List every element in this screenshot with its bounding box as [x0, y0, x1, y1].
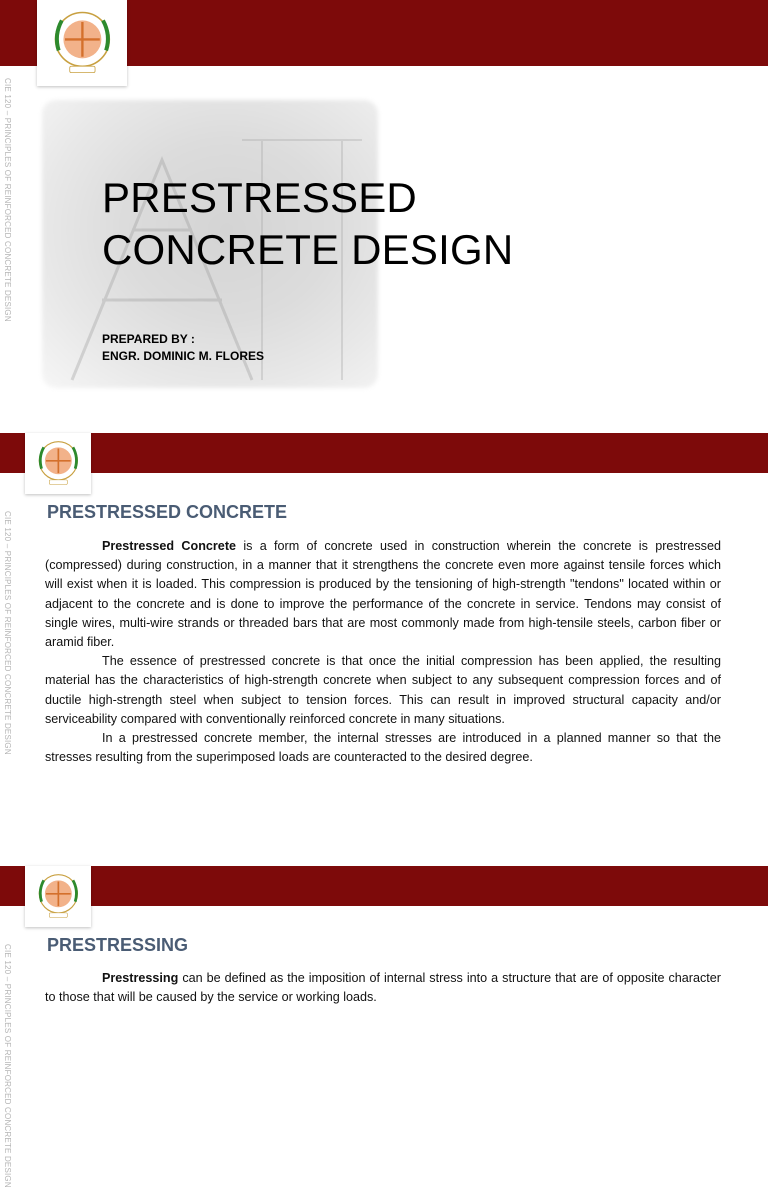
university-seal-icon: [41, 3, 124, 82]
title-line-1: PRESTRESSED: [102, 174, 417, 221]
course-side-label: CIE 120 – PRINCIPLES OF REINFORCED CONCRETE DESIGN: [3, 944, 12, 1188]
course-side-label: CIE 120 – PRINCIPLES OF REINFORCED CONCRETE DESIGN: [3, 511, 12, 755]
paragraph: In a prestressed concrete member, the internal stresses are introduced in a planned manner so that the stresses resulting from the superimposed loads are counteracted to the desired degree.: [45, 731, 721, 765]
university-seal-icon: [28, 868, 89, 924]
title-slide: [0, 0, 768, 420]
term-bold: Prestressing: [102, 971, 179, 985]
term-bold: Prestressed Concrete: [102, 539, 237, 553]
paragraph: [45, 537, 721, 652]
section-body: [45, 969, 721, 1007]
section-body: [45, 537, 721, 767]
section-heading: PRESTRESSING: [47, 935, 189, 955]
paragraph: [45, 969, 721, 1007]
header-banner: [0, 866, 768, 906]
prepared-by-label: PREPARED BY :: [102, 332, 195, 346]
university-logo: [37, 0, 127, 86]
title-line-2: CONCRETE DESIGN: [102, 226, 514, 273]
page-gap: [0, 420, 768, 433]
content-slide-prestressing: [0, 866, 768, 1188]
paragraph-text: can be defined as the imposition of internal stress into a structure that are of opposite character to those that will be caused by the service or working loads.: [45, 971, 721, 1005]
paragraph: The essence of prestressed concrete is that once the initial compression has been applied, the resulting material has the characteristics of high-strength concrete when subject to any subsequent compression forces and of ductile high-strength steel when subject to tension forces. This can result in improved structural capacity and/or serviceability compared with conventionally reinforced concrete in many situations.: [45, 654, 721, 726]
content-slide-prestressed-concrete: [0, 433, 768, 840]
university-logo: [25, 433, 91, 494]
page-title: [102, 172, 513, 276]
university-seal-icon: [28, 435, 89, 491]
course-side-label: CIE 120 – PRINCIPLES OF REINFORCED CONCRETE DESIGN: [3, 78, 12, 322]
page-gap: [0, 840, 768, 866]
header-banner: [0, 433, 768, 473]
author-name: ENGR. DOMINIC M. FLORES: [102, 349, 264, 363]
section-heading: PRESTRESSED CONCRETE: [47, 502, 288, 522]
author-block: [102, 331, 264, 365]
university-logo: [25, 866, 91, 927]
paragraph-text: is a form of concrete used in construction wherein the concrete is prestressed (compressed) during construction, in a manner that it strengthens the concrete even more against tensile forces which will exist when it is loaded. This compression is produced by the tensioning of high-strength "tendons" located within or adjacent to the concrete and is done to improve the performance of the concrete in service. Tendons may consist of single wires, multi-wire strands or threaded bars that are most commonly made from high-tensile steels, carbon fiber or aramid fiber.: [45, 539, 721, 650]
